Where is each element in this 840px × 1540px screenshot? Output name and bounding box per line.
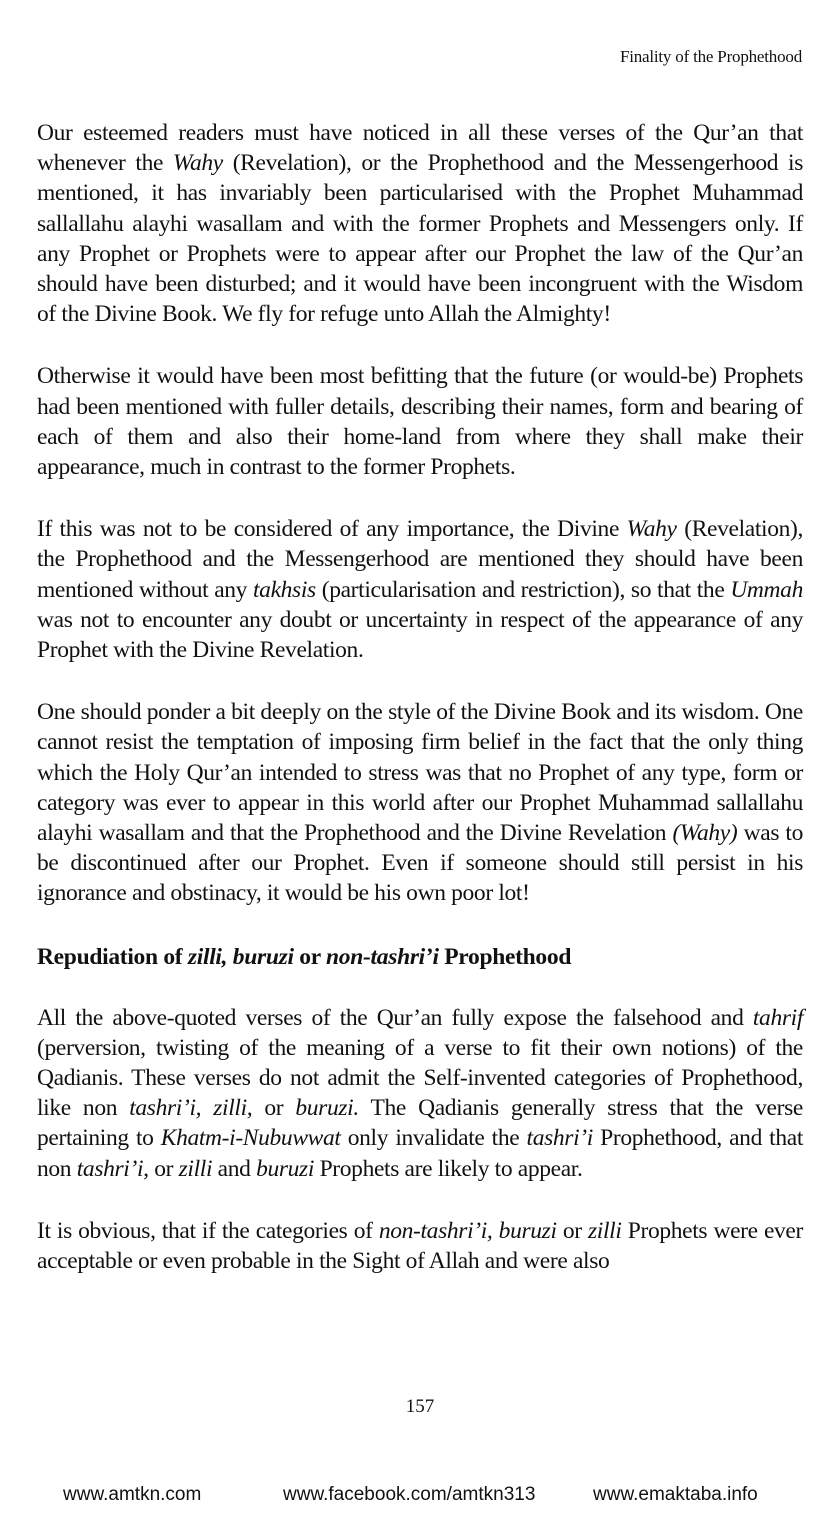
paragraph-6: It is obvious, that if the categories of non-tashri’i, buruzi or zilli Prophets were ever acceptable or even probable in the Sight of Allah and were also [37,1217,803,1275]
paragraph-3: If this was not to be considered of any importance, the Divine Wahy (Revelation), the Prophethood and the Messengerhood are mentioned they should have been mentioned without any takhsis (particularisation and restriction), so that the Ummah was not to encounter any doubt or uncertainty in respect of the appearance of any Prophet with the Divine Revelation. [37,516,803,664]
footer-link-facebook[interactable]: www.facebook.com/amtkn313 [283,1484,536,1505]
footer-link-amtkn[interactable]: www.amtkn.com [63,1484,202,1505]
footer-link-emaktaba[interactable]: www.emaktaba.info [593,1484,758,1505]
page-body [37,118,803,1308]
running-header: Finality of the Prophethood [619,47,802,66]
paragraph-5: All the above-quoted verses of the Qur’an fully expose the falsehood and tahrif (perversion, twisting of the meaning of a verse to fit their own notions) of the Qadianis. These verses do not admit the Self-invented categories of Prophethood, like non tashri’i, zilli, or buruzi. The Qadianis generally stress that the verse pertaining to Khatm-i-Nubuwwat only invalidate the tashri’i Prophethood, and that non tashri’i, or zilli and buruzi Prophets are likely to appear. [37,1004,804,1182]
paragraph-2: Otherwise it would have been most befitting that the future (or would-be) Prophets had been mentioned with fuller details, describing their names, form and bearing of each of them and also their home-land from where they shall make their appearance, much in contrast to the former Prophets. [37,363,803,481]
section-heading: Repudiation of zilli, buruzi or non-tashri’i Prophethood [37,943,572,970]
page-number: 157 [405,1396,435,1417]
paragraph-4: One should ponder a bit deeply on the style of the Divine Book and its wisdom. One cannot resist the temptation of imposing firm belief in the fact that the only thing which the Holy Qur’an intended to stress was that no Prophet of any type, form or category was ever to appear in this world after our Prophet Muhammad sallallahu alayhi wasallam and that the Prophethood and the Divine Revelation (Wahy) was to be discontinued after our Prophet. Even if someone should still persist in his ignorance and obstinacy, it would be his own poor lot! [37,699,803,907]
paragraph-1: Our esteemed readers must have noticed in all these verses of the Qur’an that whenever the Wahy (Revelation), or the Prophethood and the Messengerhood is mentioned, it has invariably been particularised with the Prophet Muhammad sallallahu alayhi wasallam and with the former Prophets and Messengers only. If any Prophet or Prophets were to appear after our Prophet the law of the Qur’an should have been disturbed; and it would have been incongruent with the Wisdom of the Divine Book. We fly for refuge unto Allah the Almighty! [37,120,803,328]
footer-links [0,1484,840,1514]
